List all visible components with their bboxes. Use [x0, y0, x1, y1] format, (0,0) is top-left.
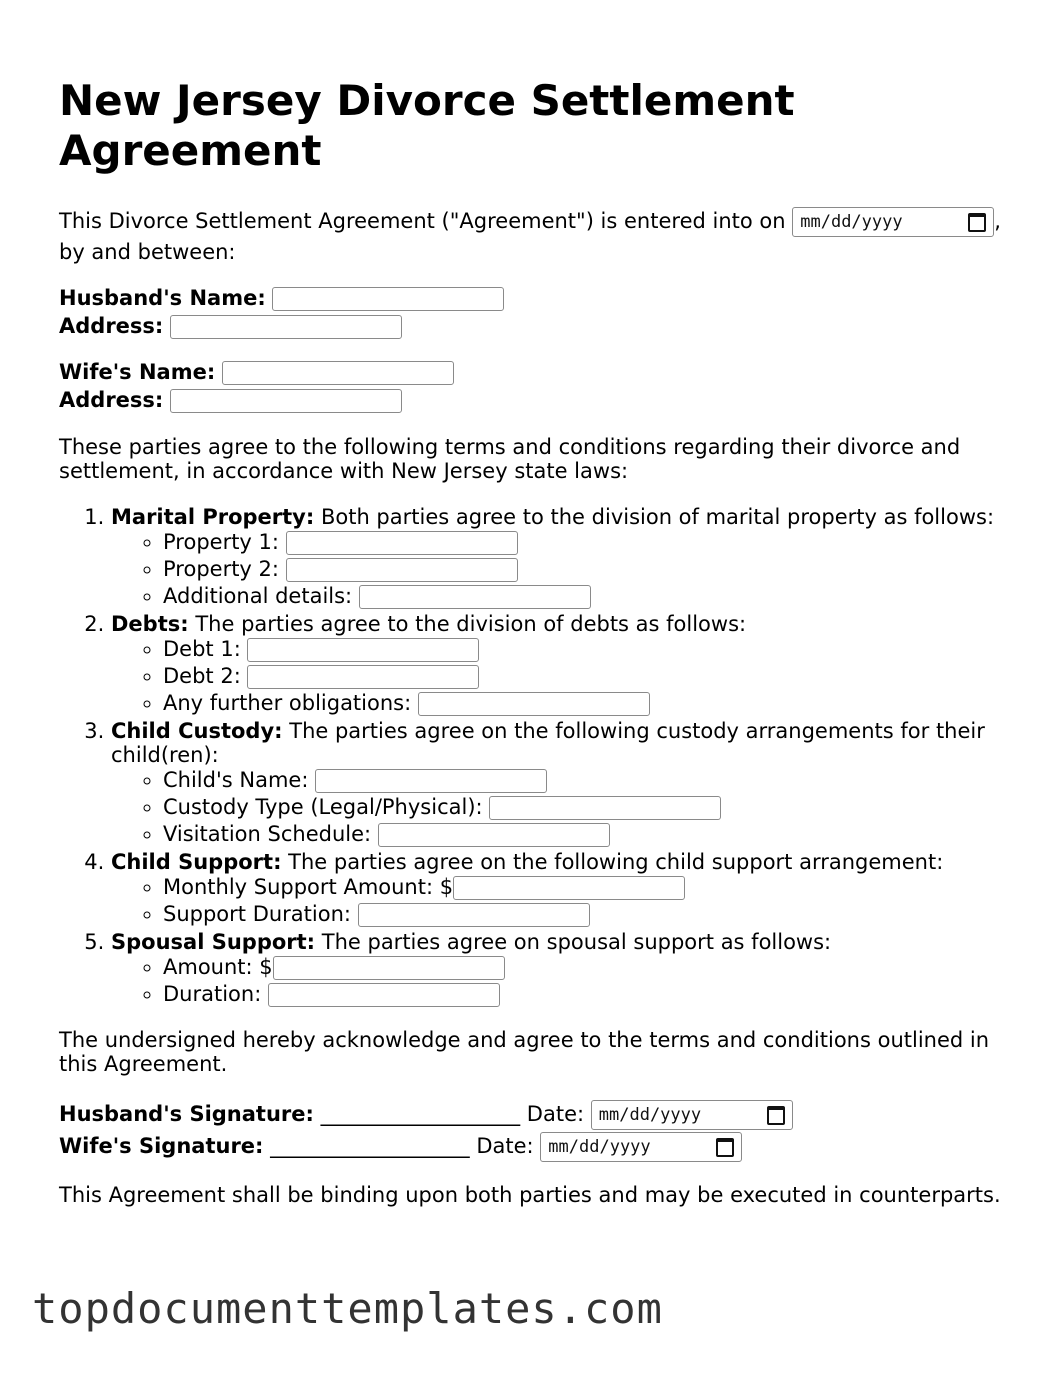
item-label: Monthly Support Amount: $ [163, 875, 454, 899]
item-label: Property 2: [163, 557, 279, 581]
husband-address-input[interactable] [170, 315, 402, 339]
section-heading: Child Custody: [111, 719, 283, 743]
child-name-input[interactable] [315, 769, 547, 793]
section-child-custody [111, 717, 1009, 848]
further-obligations-input[interactable] [418, 692, 650, 716]
page-title: New Jersey Divorce Settlement Agreement [59, 76, 795, 175]
property-details-input[interactable] [359, 585, 591, 609]
husband-date-input[interactable] [591, 1100, 793, 1130]
section-marital-property [111, 503, 1009, 610]
monthly-support-input[interactable] [453, 876, 685, 900]
section-child-support [111, 848, 1009, 928]
calendar-icon [716, 1138, 734, 1157]
custody-type-input[interactable] [489, 796, 721, 820]
list-item [163, 690, 1009, 717]
list-item [163, 874, 1009, 901]
item-label: Debt 2: [163, 664, 241, 688]
section-text: The parties agree on the following child support arrangement: [281, 850, 944, 874]
list-item [163, 583, 1009, 610]
section-text: The parties agree on the following custody arrangements for their child(ren): [111, 719, 985, 767]
list-item [163, 556, 1009, 583]
wife-signature-label: Wife's Signature: [59, 1134, 264, 1158]
watermark: topdocumenttemplates.com [32, 1284, 663, 1333]
section-debts [111, 610, 1009, 717]
calendar-icon [767, 1106, 785, 1125]
wife-name-input[interactable] [222, 361, 454, 385]
list-item [163, 901, 1009, 928]
husband-signature-line: ___________________ [320, 1102, 521, 1126]
husband-info [59, 285, 1009, 341]
section-heading: Child Support: [111, 850, 282, 874]
date-placeholder: mm/dd/yyyy [548, 1137, 651, 1157]
debt-1-input[interactable] [247, 638, 479, 662]
spousal-duration-input[interactable] [268, 983, 500, 1007]
wife-address-input[interactable] [170, 389, 402, 413]
list-item [163, 981, 1009, 1008]
husband-date-label: Date: [526, 1102, 585, 1126]
item-label: Debt 1: [163, 637, 241, 661]
item-label: Child's Name: [163, 768, 309, 792]
item-label: Amount: $ [163, 955, 273, 979]
wife-signature-line: ___________________ [270, 1134, 470, 1158]
list-item [163, 663, 1009, 690]
debt-2-input[interactable] [247, 665, 479, 689]
wife-name-label: Wife's Name: [59, 360, 216, 384]
husband-address-label: Address: [59, 314, 164, 338]
wife-info [59, 359, 1009, 415]
list-item [163, 954, 1009, 981]
list-item [163, 767, 1009, 794]
wife-date-label: Date: [476, 1134, 534, 1158]
calendar-icon [968, 213, 986, 232]
terms-intro: These parties agree to the following terms and conditions regarding their divorce and settlement, in accordance with New Jersey state laws: [59, 435, 961, 483]
husband-name-input[interactable] [272, 287, 504, 311]
list-item [163, 529, 1009, 556]
section-text: Both parties agree to the division of marital property as follows: [314, 505, 995, 529]
section-heading: Marital Property: [111, 505, 315, 529]
section-spousal-support [111, 928, 1009, 1008]
closing-paragraph: The undersigned hereby acknowledge and agree to the terms and conditions outlined in this Agreement. [59, 1028, 990, 1076]
list-item [163, 821, 1009, 848]
spousal-amount-input[interactable] [273, 956, 505, 980]
item-label: Additional details: [163, 584, 353, 608]
wife-address-label: Address: [59, 388, 164, 412]
document [59, 0, 1009, 1208]
intro-text: This Divorce Settlement Agreement ("Agreement") is entered into on [59, 209, 786, 233]
section-text: The parties agree on spousal support as follows: [315, 930, 832, 954]
final-paragraph: This Agreement shall be binding upon both parties and may be executed in counterparts. [59, 1183, 1001, 1207]
intro-text-end: , by and between: [59, 209, 1001, 264]
intro-paragraph [59, 206, 1009, 267]
item-label: Support Duration: [163, 902, 351, 926]
section-text: The parties agree to the division of debts as follows: [188, 612, 747, 636]
husband-signature-label: Husband's Signature: [59, 1102, 314, 1126]
support-duration-input[interactable] [358, 903, 590, 927]
agreement-date-input[interactable] [792, 207, 994, 237]
item-label: Property 1: [163, 530, 279, 554]
list-item [163, 794, 1009, 821]
date-placeholder: mm/dd/yyyy [598, 1105, 702, 1125]
item-label: Visitation Schedule: [163, 822, 372, 846]
list-item [163, 636, 1009, 663]
item-label: Custody Type (Legal/Physical): [163, 795, 483, 819]
signature-block [59, 1098, 1009, 1162]
husband-name-label: Husband's Name: [59, 286, 266, 310]
section-heading: Debts: [111, 612, 189, 636]
item-label: Duration: [163, 982, 262, 1006]
date-placeholder: mm/dd/yyyy [800, 212, 903, 232]
terms-list [59, 503, 1009, 1008]
item-label: Any further obligations: [163, 691, 412, 715]
property-1-input[interactable] [286, 531, 518, 555]
property-2-input[interactable] [286, 558, 518, 582]
wife-date-input[interactable] [540, 1132, 742, 1162]
visitation-schedule-input[interactable] [378, 823, 610, 847]
section-heading: Spousal Support: [111, 930, 316, 954]
